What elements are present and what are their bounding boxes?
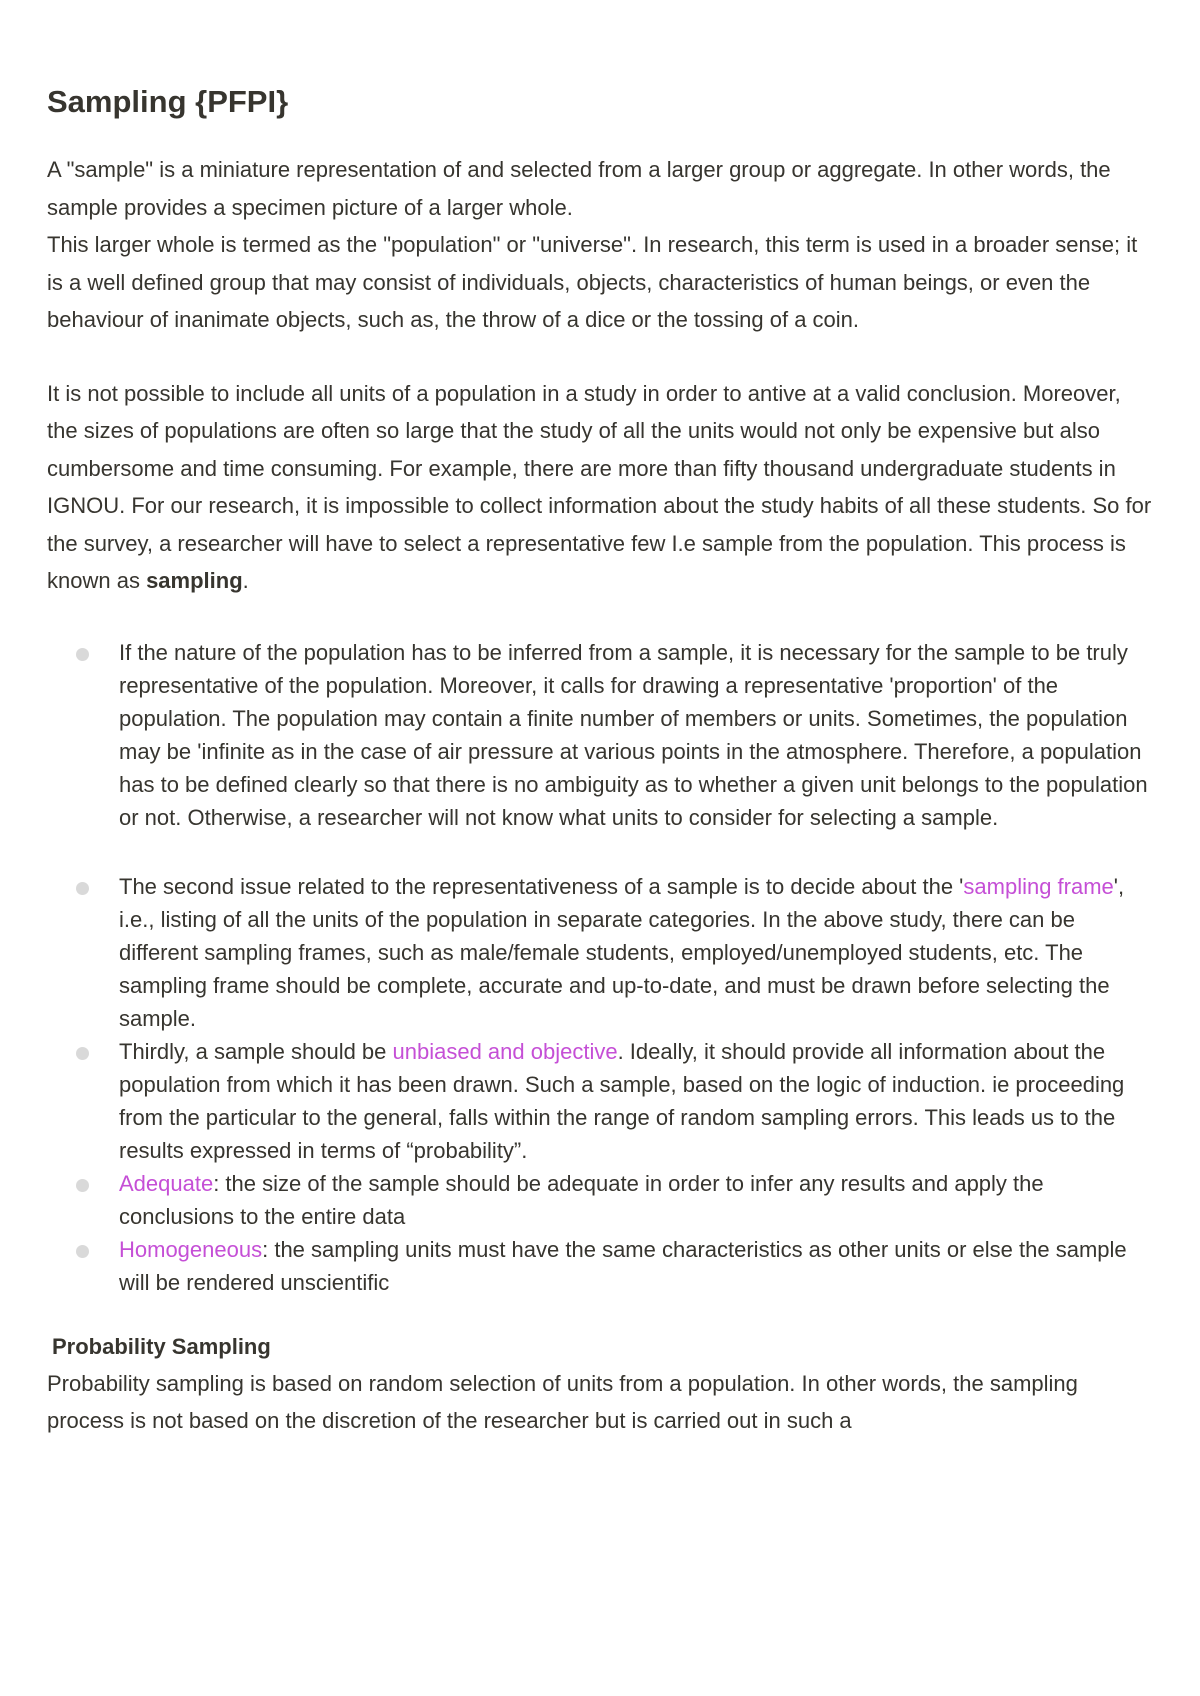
- list-item: [47, 870, 1157, 1035]
- bullet-dot-icon: [76, 1245, 89, 1258]
- bullet-list: [47, 636, 1157, 1299]
- document-page: [47, 78, 1157, 1440]
- list-item: [47, 1167, 1157, 1233]
- sampling-frame-highlight: sampling frame: [963, 873, 1114, 899]
- bullet-text-post: ', i.e., listing of all the units of the population in separate categories. In the above study, there can be different sampling frames, such as male/female students, employed/unemployed students, etc. The sampling frame should be complete, accurate and up-to-date, and must be drawn before selecting the sample.: [119, 873, 1125, 1031]
- unbiased-highlight: unbiased and objective: [392, 1038, 618, 1064]
- bullet-text-pre: Thirdly, a sample should be: [119, 1038, 393, 1064]
- intro-paragraph-2: This larger whole is termed as the "population" or "universe". In research, this term is used in a broader sense; it is a well defined group that may consist of individuals, objects, characteristics of human beings, or even the behaviour of inanimate objects, such as, the throw of a dice or the tossing of a coin.: [47, 232, 1138, 332]
- bullet-text-post: : the size of the sample should be adequate in order to infer any results and apply the conclusions to the entire data: [119, 1170, 1044, 1229]
- list-item: [47, 636, 1157, 834]
- bullet-dot-icon: [76, 648, 89, 661]
- bullet-text-population: If the nature of the population has to be inferred from a sample, it is necessary for the sample to be truly representative of the population. Moreover, it calls for drawing a representative 'proportion' of the population. The population may contain a finite number of members or units. Sometimes, the population may be 'infinite as in the case of air pressure at various points in the atmosphere. Therefore, a population has to be defined clearly so that there is no ambiguity as to whether a given unit belongs to the population or not. Otherwise, a researcher will not know what units to consider for selecting a sample.: [119, 639, 1148, 830]
- probability-sampling-paragraph: Probability sampling is based on random selection of units from a population. In other words, the sampling process is not based on the discretion of the researcher but is carried out in such a: [47, 1370, 1078, 1433]
- list-item: [47, 1233, 1157, 1299]
- page-title: Sampling {PFPI}: [47, 84, 289, 119]
- sampling-paragraph: [47, 375, 1157, 600]
- bullet-dot-icon: [76, 882, 89, 895]
- probability-sampling-heading: Probability Sampling: [52, 1333, 271, 1359]
- bullet-dot-icon: [76, 1047, 89, 1060]
- bullet-dot-icon: [76, 1179, 89, 1192]
- bullet-text-pre: The second issue related to the representativeness of a sample is to decide about the ': [119, 873, 964, 899]
- bullet-text-post: . Ideally, it should provide all information about the population from which it has been drawn. Such a sample, based on the logic of induction. ie proceeding from the particular to the general, falls within the range of random sampling errors. This leads us to the results expressed in terms of “probability”.: [119, 1038, 1125, 1163]
- sampling-bold-term: sampling: [146, 568, 243, 593]
- adequate-highlight: Adequate: [119, 1170, 214, 1196]
- list-item: [47, 1035, 1157, 1167]
- homogeneous-highlight: Homogeneous: [119, 1236, 263, 1262]
- sampling-paragraph-end: .: [242, 568, 249, 593]
- sampling-paragraph-text: It is not possible to include all units of a population in a study in order to antive at a valid conclusion. Moreover, the sizes of populations are often so large that the study of all the units would not only be expensive but also cumbersome and time consuming. For example, there are more than fifty thousand undergraduate students in IGNOU. For our research, it is impossible to collect information about the study habits of all these students. So for the survey, a researcher will have to select a representative few I.e sample from the population. This process is known as: [47, 380, 1152, 593]
- intro-paragraph-1: A "sample" is a miniature representation of and selected from a larger group or aggregate. In other words, the sample provides a specimen picture of a larger whole.: [47, 157, 1111, 220]
- bullet-text-post: : the sampling units must have the same characteristics as other units or else the sample will be rendered unscientific: [119, 1236, 1127, 1295]
